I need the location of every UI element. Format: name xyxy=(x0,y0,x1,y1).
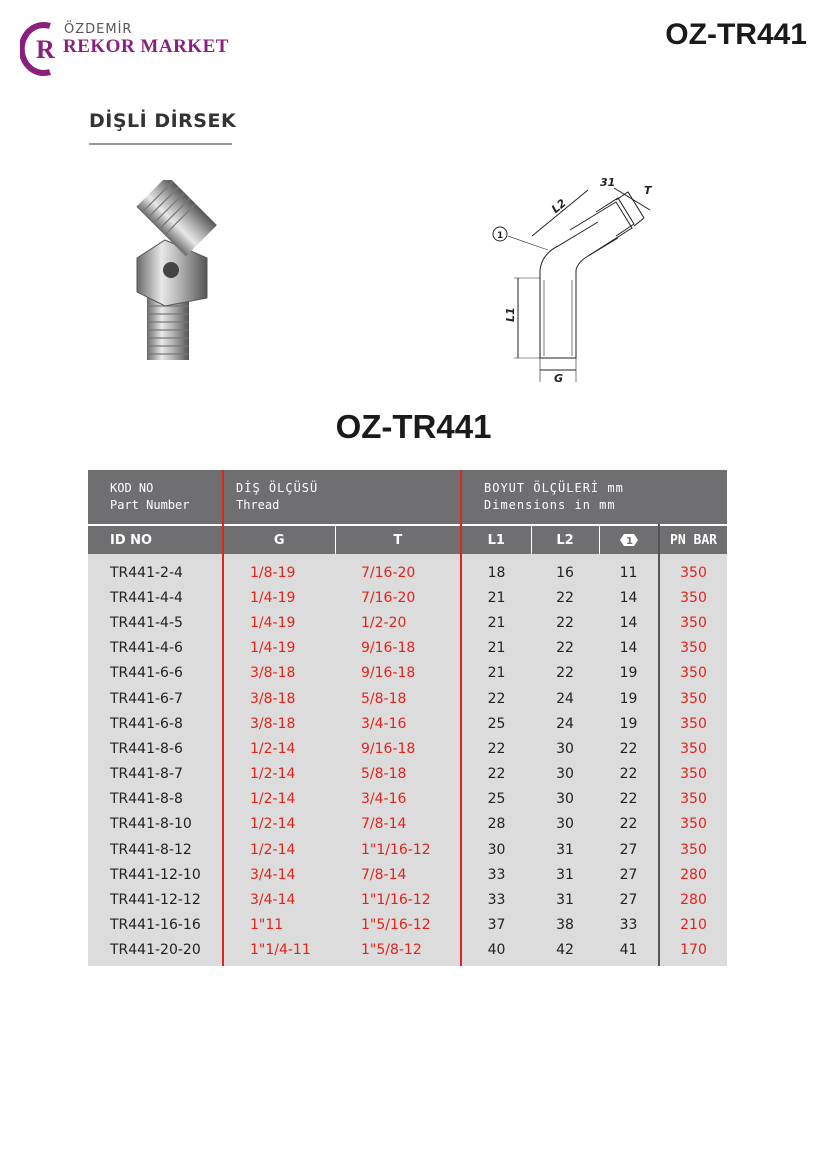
table-row xyxy=(88,762,727,787)
cell-l2: 24 xyxy=(531,686,599,711)
cell-l1: 25 xyxy=(461,711,531,736)
col-l1: L1 xyxy=(461,525,531,554)
header-dimensions: BOYUT ÖLÇÜLERİ mm Dimensions in mm xyxy=(461,470,727,525)
cell-t: 1"1/16-12 xyxy=(335,887,461,912)
brand-name: REKOR MARKET xyxy=(63,36,229,57)
cell-l2: 42 xyxy=(531,938,599,963)
product-photo xyxy=(125,180,255,370)
cell-id-no: TR441-20-20 xyxy=(88,938,223,963)
cell-l2: 31 xyxy=(531,887,599,912)
cell-pn-bar: 350 xyxy=(659,736,727,761)
cell-t: 1/2-20 xyxy=(335,610,461,635)
cell-l2: 22 xyxy=(531,661,599,686)
table-row xyxy=(88,812,727,837)
dim-label-angle: 31 xyxy=(600,176,616,189)
table-row xyxy=(88,686,727,711)
cell-hex: 19 xyxy=(599,661,659,686)
cell-g: 3/8-18 xyxy=(223,686,335,711)
cell-id-no: TR441-4-4 xyxy=(88,585,223,610)
cell-g: 1/4-19 xyxy=(223,610,335,635)
header-kod-no: KOD NO Part Number xyxy=(88,470,223,525)
dim-label-l2: L2 xyxy=(549,196,569,216)
table-row xyxy=(88,711,727,736)
cell-l2: 24 xyxy=(531,711,599,736)
cell-id-no: TR441-4-6 xyxy=(88,636,223,661)
cell-hex: 27 xyxy=(599,887,659,912)
cell-l1: 40 xyxy=(461,938,531,963)
dim-label-hex: 1 xyxy=(497,231,504,241)
col-hex xyxy=(599,525,659,554)
table-row xyxy=(88,862,727,887)
svg-text:1: 1 xyxy=(625,536,633,547)
cell-pn-bar: 350 xyxy=(659,762,727,787)
cell-hex: 19 xyxy=(599,686,659,711)
cell-t: 7/8-14 xyxy=(335,862,461,887)
table-column-header xyxy=(88,525,727,554)
table-row xyxy=(88,787,727,812)
cell-l2: 22 xyxy=(531,636,599,661)
cell-l1: 21 xyxy=(461,636,531,661)
cell-hex: 27 xyxy=(599,862,659,887)
table-row xyxy=(88,636,727,661)
cell-g: 3/8-18 xyxy=(223,711,335,736)
cell-t: 1"5/8-12 xyxy=(335,938,461,963)
table-row xyxy=(88,585,727,610)
cell-t: 1"1/16-12 xyxy=(335,837,461,862)
header-product-code: OZ-TR441 xyxy=(665,18,807,51)
cell-l1: 21 xyxy=(461,661,531,686)
cell-g: 1/2-14 xyxy=(223,736,335,761)
svg-text:R: R xyxy=(36,35,55,64)
dim-label-l1: L1 xyxy=(504,307,517,322)
cell-id-no: TR441-12-12 xyxy=(88,887,223,912)
cell-l1: 22 xyxy=(461,736,531,761)
table-row xyxy=(88,610,727,635)
col-g: G xyxy=(223,525,335,554)
cell-hex: 27 xyxy=(599,837,659,862)
cell-g: 1/2-14 xyxy=(223,762,335,787)
cell-g: 1"11 xyxy=(223,913,335,938)
table-group-header xyxy=(88,470,727,525)
table-row xyxy=(88,560,727,585)
cell-l2: 31 xyxy=(531,837,599,862)
section-title: DİŞLİ DİRSEK xyxy=(89,110,237,132)
cell-id-no: TR441-8-10 xyxy=(88,812,223,837)
cell-pn-bar: 350 xyxy=(659,661,727,686)
col-t: T xyxy=(335,525,461,554)
cell-l1: 21 xyxy=(461,610,531,635)
cell-l1: 28 xyxy=(461,812,531,837)
cell-pn-bar: 350 xyxy=(659,636,727,661)
cell-l1: 25 xyxy=(461,787,531,812)
cell-g: 3/8-18 xyxy=(223,661,335,686)
cell-g: 1/2-14 xyxy=(223,812,335,837)
table-row xyxy=(88,661,727,686)
cell-id-no: TR441-6-7 xyxy=(88,686,223,711)
col-pn-bar: PN BAR xyxy=(659,525,727,554)
table-row xyxy=(88,837,727,862)
cell-g: 1/8-19 xyxy=(223,560,335,585)
cell-pn-bar: 350 xyxy=(659,686,727,711)
cell-pn-bar: 350 xyxy=(659,837,727,862)
cell-t: 9/16-18 xyxy=(335,736,461,761)
cell-pn-bar: 210 xyxy=(659,913,727,938)
brand-small-text: ÖZDEMİR xyxy=(64,22,133,37)
dim-label-g: G xyxy=(554,372,564,385)
cell-l2: 22 xyxy=(531,585,599,610)
cell-pn-bar: 170 xyxy=(659,938,727,963)
cell-id-no: TR441-6-6 xyxy=(88,661,223,686)
cell-pn-bar: 350 xyxy=(659,585,727,610)
hex-icon xyxy=(616,532,642,548)
cell-l2: 16 xyxy=(531,560,599,585)
technical-drawing xyxy=(488,170,678,390)
cell-l2: 30 xyxy=(531,787,599,812)
table-row xyxy=(88,736,727,761)
cell-pn-bar: 350 xyxy=(659,812,727,837)
cell-g: 1/2-14 xyxy=(223,787,335,812)
cell-id-no: TR441-2-4 xyxy=(88,560,223,585)
cell-l2: 38 xyxy=(531,913,599,938)
cell-t: 7/8-14 xyxy=(335,812,461,837)
cell-pn-bar: 350 xyxy=(659,560,727,585)
cell-t: 1"5/16-12 xyxy=(335,913,461,938)
cell-l1: 30 xyxy=(461,837,531,862)
cell-hex: 11 xyxy=(599,560,659,585)
cell-t: 3/4-16 xyxy=(335,711,461,736)
cell-l1: 22 xyxy=(461,762,531,787)
cell-g: 1/4-19 xyxy=(223,585,335,610)
dim-label-t: T xyxy=(644,184,652,197)
cell-t: 5/8-18 xyxy=(335,686,461,711)
cell-pn-bar: 280 xyxy=(659,862,727,887)
cell-l1: 37 xyxy=(461,913,531,938)
cell-l2: 30 xyxy=(531,812,599,837)
cell-t: 9/16-18 xyxy=(335,636,461,661)
cell-id-no: TR441-12-10 xyxy=(88,862,223,887)
table-row xyxy=(88,938,727,963)
cell-g: 1"1/4-11 xyxy=(223,938,335,963)
cell-l2: 30 xyxy=(531,762,599,787)
cell-t: 9/16-18 xyxy=(335,661,461,686)
cell-hex: 22 xyxy=(599,787,659,812)
cell-id-no: TR441-6-8 xyxy=(88,711,223,736)
col-l2: L2 xyxy=(531,525,599,554)
cell-hex: 14 xyxy=(599,585,659,610)
cell-hex: 19 xyxy=(599,711,659,736)
cell-g: 1/2-14 xyxy=(223,837,335,862)
cell-l1: 33 xyxy=(461,887,531,912)
cell-id-no: TR441-8-8 xyxy=(88,787,223,812)
cell-id-no: TR441-8-6 xyxy=(88,736,223,761)
cell-pn-bar: 350 xyxy=(659,711,727,736)
cell-hex: 22 xyxy=(599,736,659,761)
cell-g: 1/4-19 xyxy=(223,636,335,661)
header-thread: DİŞ ÖLÇÜSÜ Thread xyxy=(223,470,461,525)
cell-id-no: TR441-16-16 xyxy=(88,913,223,938)
cell-t: 7/16-20 xyxy=(335,560,461,585)
cell-hex: 22 xyxy=(599,812,659,837)
section-underline xyxy=(89,143,232,145)
cell-pn-bar: 350 xyxy=(659,610,727,635)
cell-id-no: TR441-8-7 xyxy=(88,762,223,787)
table-row xyxy=(88,887,727,912)
cell-pn-bar: 350 xyxy=(659,787,727,812)
cell-hex: 14 xyxy=(599,610,659,635)
cell-l2: 30 xyxy=(531,736,599,761)
cell-l2: 31 xyxy=(531,862,599,887)
cell-g: 3/4-14 xyxy=(223,887,335,912)
cell-id-no: TR441-8-12 xyxy=(88,837,223,862)
spec-table xyxy=(88,470,727,966)
cell-hex: 22 xyxy=(599,762,659,787)
cell-pn-bar: 280 xyxy=(659,887,727,912)
cell-l1: 21 xyxy=(461,585,531,610)
cell-t: 7/16-20 xyxy=(335,585,461,610)
product-title: OZ-TR441 xyxy=(335,408,492,445)
cell-l1: 18 xyxy=(461,560,531,585)
cell-t: 3/4-16 xyxy=(335,787,461,812)
table-row xyxy=(88,913,727,938)
cell-hex: 33 xyxy=(599,913,659,938)
cell-l1: 33 xyxy=(461,862,531,887)
cell-g: 3/4-14 xyxy=(223,862,335,887)
cell-l1: 22 xyxy=(461,686,531,711)
cell-l2: 22 xyxy=(531,610,599,635)
col-id-no: ID NO xyxy=(88,525,223,554)
cell-t: 5/8-18 xyxy=(335,762,461,787)
cell-hex: 41 xyxy=(599,938,659,963)
cell-id-no: TR441-4-5 xyxy=(88,610,223,635)
cell-hex: 14 xyxy=(599,636,659,661)
